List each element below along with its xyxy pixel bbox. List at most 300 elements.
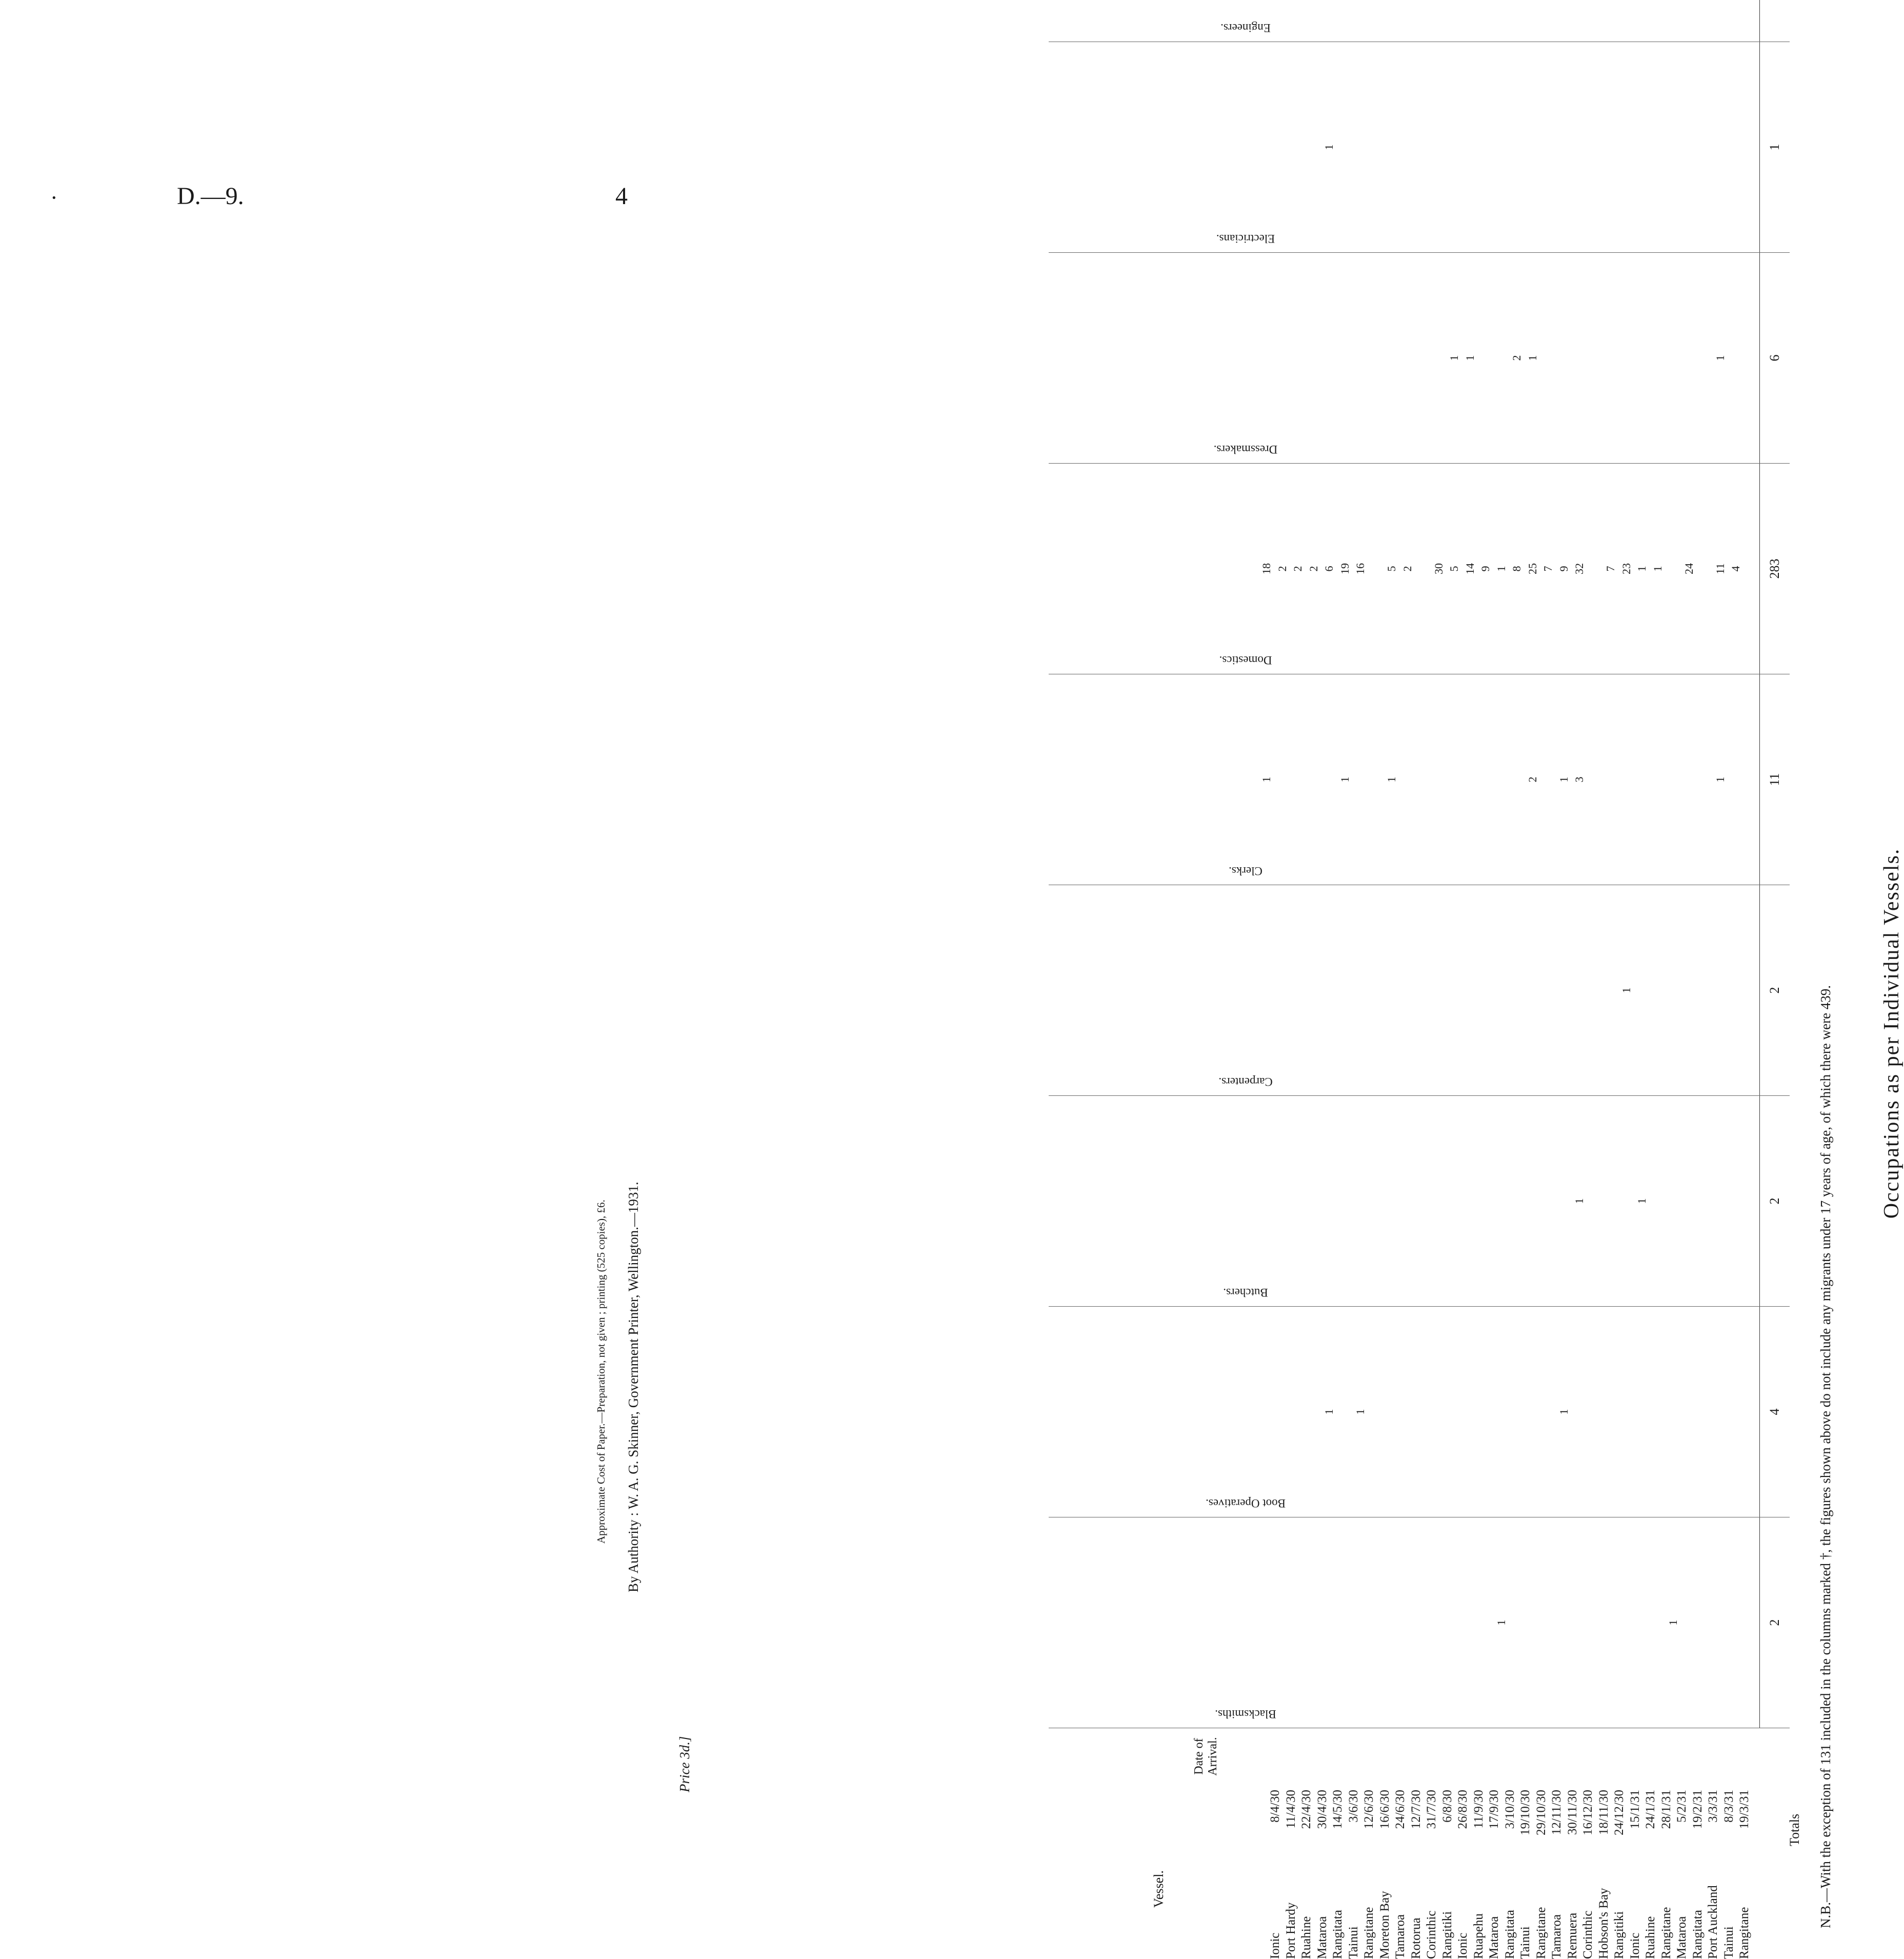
table-cell — [1462, 42, 1478, 253]
table-row — [1353, 0, 1369, 1728]
table-cell — [1728, 1307, 1744, 1517]
table-cell — [1588, 885, 1604, 1096]
table-cell: 1 — [1321, 1307, 1337, 1517]
table-cell — [1681, 885, 1697, 1096]
table-cell — [1400, 0, 1416, 42]
table-cell: 1 — [1634, 464, 1650, 674]
table-cell — [1588, 1517, 1604, 1728]
table-cell — [1572, 1517, 1588, 1728]
table-cell — [1619, 42, 1635, 253]
table-cell: 1 — [1619, 885, 1635, 1096]
table-cell — [1275, 1517, 1291, 1728]
arrival-date: 12/7/30 — [1409, 1790, 1423, 1829]
table-cell — [1369, 1307, 1385, 1517]
table-cell — [1306, 885, 1322, 1096]
table-cell — [1259, 1096, 1275, 1307]
vessel-column-header: Vessel. — [1151, 1870, 1166, 1908]
table-cell — [1337, 1517, 1353, 1728]
arrival-date: 19/10/30 — [1518, 1790, 1532, 1835]
table-cell: 1 — [1572, 1096, 1588, 1307]
table-cell: 1 — [1713, 674, 1729, 885]
column-header-label: Clerks. — [1229, 865, 1262, 877]
table-cell — [1634, 1517, 1650, 1728]
total-cell — [1760, 0, 1790, 42]
table-cell — [1290, 1307, 1306, 1517]
table-cell: 7 — [1540, 464, 1556, 674]
vessel-row — [1487, 1733, 1503, 1959]
vessel-row — [1691, 1733, 1707, 1959]
table-cell — [1259, 1307, 1275, 1517]
table-cell — [1290, 1096, 1306, 1307]
table-cell — [1400, 42, 1416, 253]
printer-authority: By Authority : W. A. G. Skinner, Government Printer, Wellington.—1931. — [626, 1182, 641, 1592]
table-cell — [1525, 1517, 1541, 1728]
vessel-name: Tainui — [1518, 1926, 1532, 1959]
table-cell — [1713, 1096, 1729, 1307]
table-cell — [1697, 1517, 1713, 1728]
column-header — [1049, 885, 1273, 1096]
table-cell — [1540, 674, 1556, 885]
table-cell — [1306, 42, 1322, 253]
arrival-date: 3/10/30 — [1502, 1790, 1517, 1829]
table-cell: 11 — [1713, 464, 1729, 674]
table-cell: 1 — [1494, 1517, 1510, 1728]
column-header — [1049, 253, 1278, 464]
table-cell — [1321, 1096, 1337, 1307]
vessel-row — [1675, 1733, 1691, 1959]
table-cell: 19 — [1337, 464, 1353, 674]
table-row — [1447, 0, 1462, 1728]
table-cell — [1337, 253, 1353, 464]
arrival-date: 19/3/31 — [1737, 1790, 1751, 1829]
table-cell — [1353, 885, 1369, 1096]
total-cell: 11 — [1760, 674, 1790, 885]
table-cell: 2 — [1306, 464, 1322, 674]
table-cell — [1744, 253, 1760, 464]
table-cell — [1588, 674, 1604, 885]
vessel-name: Remuera — [1565, 1912, 1579, 1959]
table-cell — [1353, 0, 1369, 42]
arrival-date: 8/4/30 — [1268, 1790, 1282, 1823]
table-cell — [1744, 1307, 1760, 1517]
table-cell — [1462, 674, 1478, 885]
arrival-date: 12/6/30 — [1362, 1790, 1376, 1829]
vessel-name: Mataroa — [1487, 1916, 1501, 1959]
table-cell — [1353, 1096, 1369, 1307]
vessel-name: Tainui — [1721, 1926, 1736, 1959]
table-row — [1384, 0, 1400, 1728]
table-cell — [1619, 0, 1635, 42]
vessel-row — [1581, 1733, 1597, 1959]
table-cell — [1697, 1307, 1713, 1517]
table-cell — [1353, 674, 1369, 885]
table-cell — [1634, 42, 1650, 253]
table-cell: 24 — [1681, 464, 1697, 674]
table-row — [1462, 0, 1478, 1728]
table-cell — [1462, 1517, 1478, 1728]
table-cell — [1337, 42, 1353, 253]
table-cell — [1603, 1517, 1619, 1728]
table-cell — [1369, 674, 1385, 885]
table-cell — [1447, 42, 1462, 253]
table-row — [1728, 0, 1744, 1728]
vessel-row — [1456, 1733, 1472, 1959]
table-cell — [1603, 1096, 1619, 1307]
table-row — [1572, 0, 1588, 1728]
table-row — [1400, 0, 1416, 1728]
arrival-date: 16/6/30 — [1377, 1790, 1392, 1829]
table-cell: 32 — [1572, 464, 1588, 674]
table-cell — [1697, 464, 1713, 674]
table-cell — [1369, 1096, 1385, 1307]
vessel-name: Ruahine — [1644, 1916, 1657, 1959]
vessel-name: Ionic — [1628, 1932, 1642, 1959]
table-cell: 1 — [1321, 42, 1337, 253]
table-row — [1431, 0, 1447, 1728]
column-header-label: Domestics. — [1219, 654, 1272, 667]
arrival-date: 6/8/30 — [1440, 1790, 1454, 1823]
table-cell — [1400, 674, 1416, 885]
vessel-row — [1706, 1733, 1722, 1959]
table-cell — [1337, 885, 1353, 1096]
table-cell — [1744, 1517, 1760, 1728]
vessel-row — [1268, 1733, 1284, 1959]
table-cell: 8 — [1509, 464, 1525, 674]
table-cell — [1728, 885, 1744, 1096]
table-cell — [1744, 464, 1760, 674]
table-cell — [1447, 1517, 1462, 1728]
table-cell — [1369, 0, 1385, 42]
table-cell — [1666, 253, 1681, 464]
table-cell — [1384, 1307, 1400, 1517]
vessel-row — [1737, 1733, 1753, 1959]
vessel-name: Corinthic — [1581, 1910, 1595, 1959]
table-cell: 1 — [1259, 674, 1275, 885]
table-cell: 16 — [1353, 464, 1369, 674]
table-cell — [1650, 1517, 1666, 1728]
table-cell — [1275, 885, 1291, 1096]
table-row — [1744, 0, 1760, 1728]
table-cell — [1713, 42, 1729, 253]
table-cell: 2 — [1275, 464, 1291, 674]
column-header — [1049, 1096, 1268, 1307]
total-cell: 6 — [1760, 253, 1790, 464]
table-cell — [1321, 1517, 1337, 1728]
table-cell — [1713, 885, 1729, 1096]
table-cell — [1275, 674, 1291, 885]
table-cell — [1572, 253, 1588, 464]
page-number: 4 — [615, 183, 628, 210]
table-cell — [1415, 253, 1431, 464]
table-cell — [1697, 674, 1713, 885]
table-cell — [1619, 674, 1635, 885]
table-cell — [1650, 42, 1666, 253]
table-cell — [1415, 1096, 1431, 1307]
table-cell — [1290, 42, 1306, 253]
arrival-date: 24/6/30 — [1393, 1790, 1407, 1829]
table-cell — [1415, 1517, 1431, 1728]
vessel-list — [1268, 1733, 1769, 1959]
table-cell: 1 — [1666, 1517, 1681, 1728]
table-cell — [1462, 885, 1478, 1096]
table-cell: 23 — [1619, 464, 1635, 674]
column-header-label: Dressmakers. — [1213, 443, 1278, 456]
table-cell — [1556, 1096, 1572, 1307]
table-cell — [1509, 1517, 1525, 1728]
table-cell — [1681, 674, 1697, 885]
table-cell — [1728, 1517, 1744, 1728]
table-cell — [1509, 1096, 1525, 1307]
table-cell: 1 — [1353, 1307, 1369, 1517]
vessel-row — [1331, 1733, 1347, 1959]
table-cell — [1588, 1096, 1604, 1307]
column-header — [1049, 1517, 1276, 1728]
total-cell: 2 — [1760, 1096, 1790, 1307]
table-cell: 1 — [1494, 464, 1510, 674]
table-cell — [1619, 1096, 1635, 1307]
arrival-date: 5/2/31 — [1675, 1790, 1689, 1823]
table-cell — [1588, 42, 1604, 253]
table-cell — [1400, 1517, 1416, 1728]
table-cell — [1681, 1517, 1697, 1728]
table-cell — [1478, 885, 1494, 1096]
vessel-name: Mataroa — [1315, 1916, 1329, 1959]
table-cell — [1306, 1517, 1322, 1728]
arrival-date: 3/3/31 — [1706, 1790, 1720, 1823]
table-cell — [1681, 253, 1697, 464]
table-cell — [1650, 1096, 1666, 1307]
table-cell — [1603, 253, 1619, 464]
totals-label: Totals — [1787, 1813, 1802, 1846]
table-row — [1603, 0, 1619, 1728]
table-cell — [1588, 464, 1604, 674]
table-cell — [1509, 674, 1525, 885]
vessel-name: Ruapehu — [1471, 1913, 1486, 1959]
table-row — [1666, 0, 1681, 1728]
table-cell: 1 — [1337, 674, 1353, 885]
vessel-name: Tamaroa — [1550, 1914, 1564, 1959]
vessel-row — [1409, 1733, 1425, 1959]
table-cell — [1525, 42, 1541, 253]
table-cell — [1431, 42, 1447, 253]
arrival-date: 29/10/30 — [1534, 1790, 1548, 1835]
vessel-name: Port Hardy — [1284, 1902, 1298, 1959]
table-cell — [1556, 1517, 1572, 1728]
table-cell — [1494, 0, 1510, 42]
arrival-date: 18/11/30 — [1596, 1790, 1611, 1835]
table-cell — [1384, 1096, 1400, 1307]
table-cell — [1306, 253, 1322, 464]
vessel-row — [1753, 1733, 1769, 1959]
vessel-name: Moreton Bay — [1377, 1891, 1392, 1959]
table-cell — [1588, 0, 1604, 42]
table-cell — [1400, 885, 1416, 1096]
table-cell: 1 — [1447, 253, 1462, 464]
table-row — [1525, 0, 1541, 1728]
table-cell — [1744, 1096, 1760, 1307]
total-cell: 1 — [1760, 42, 1790, 253]
vessel-name: Ionic — [1268, 1932, 1282, 1959]
table-cell — [1744, 42, 1760, 253]
total-cell: 2 — [1760, 1517, 1790, 1728]
rotated-table-page — [1049, 22, 1903, 1959]
table-cell — [1462, 1096, 1478, 1307]
table-cell — [1540, 885, 1556, 1096]
vessel-name: Ionic — [1456, 1932, 1470, 1959]
column-header-label: Electricians. — [1216, 232, 1275, 245]
vessel-row — [1393, 1733, 1409, 1959]
table-cell — [1431, 1517, 1447, 1728]
occupations-table — [1049, 0, 1790, 1728]
vessel-row — [1518, 1733, 1534, 1959]
table-cell — [1666, 42, 1681, 253]
arrival-date: 24/12/30 — [1612, 1790, 1626, 1835]
table-cell — [1478, 253, 1494, 464]
vessel-row — [1315, 1733, 1331, 1959]
vessel-name: Mataroa — [1675, 1916, 1689, 1959]
table-cell — [1744, 0, 1760, 42]
table-cell — [1290, 885, 1306, 1096]
table-cell — [1462, 0, 1478, 42]
table-cell — [1306, 1096, 1322, 1307]
table-cell — [1369, 253, 1385, 464]
table-cell — [1431, 885, 1447, 1096]
arrival-date: 24/1/31 — [1644, 1790, 1657, 1829]
table-cell — [1384, 42, 1400, 253]
table-cell — [1603, 674, 1619, 885]
table-cell — [1259, 1517, 1275, 1728]
arrival-date: 8/3/31 — [1721, 1790, 1736, 1823]
column-header-label: Boot Operatives. — [1206, 1497, 1286, 1510]
table-cell — [1384, 0, 1400, 42]
table-cell — [1321, 885, 1337, 1096]
arrival-date: 19/2/31 — [1690, 1790, 1705, 1829]
table-cell — [1369, 885, 1385, 1096]
vessel-row — [1612, 1733, 1628, 1959]
table-row — [1494, 0, 1510, 1728]
vessel-row — [1362, 1733, 1378, 1959]
table-cell: 2 — [1525, 674, 1541, 885]
arrival-date: 28/1/31 — [1659, 1790, 1673, 1829]
table-cell — [1744, 885, 1760, 1096]
table-cell — [1697, 885, 1713, 1096]
vessel-row — [1440, 1733, 1456, 1959]
table-row — [1509, 0, 1525, 1728]
vessel-row — [1722, 1733, 1738, 1959]
table-cell — [1478, 1096, 1494, 1307]
table-cell — [1697, 1096, 1713, 1307]
table-cell — [1321, 253, 1337, 464]
table-row — [1650, 0, 1666, 1728]
table-cell: 18 — [1259, 464, 1275, 674]
table-cell — [1275, 253, 1291, 464]
table-cell — [1494, 674, 1510, 885]
table-cell: 1 — [1556, 674, 1572, 885]
table-cell — [1650, 0, 1666, 42]
vessel-name: Rangitiki — [1440, 1911, 1454, 1959]
table-cell — [1478, 674, 1494, 885]
vessel-row — [1425, 1733, 1440, 1959]
table-cell — [1369, 464, 1385, 674]
arrival-date: 15/1/31 — [1628, 1790, 1642, 1829]
table-cell: 1 — [1556, 1307, 1572, 1517]
vessel-row — [1597, 1733, 1613, 1959]
footnote: N.B.—With the exception of 131 included in the columns marked †, the figures shown above do not include any migrants under 17 years of age, of which there were 439. — [1818, 985, 1833, 1928]
table-cell — [1681, 42, 1697, 253]
arrival-date: 30/11/30 — [1565, 1790, 1579, 1835]
table-cell — [1713, 1307, 1729, 1517]
arrival-date: 11/4/30 — [1284, 1790, 1298, 1829]
table-cell — [1681, 1096, 1697, 1307]
vessel-name: Ruahine — [1299, 1916, 1313, 1959]
vessel-name: Rangitane — [1737, 1907, 1751, 1959]
table-cell — [1431, 253, 1447, 464]
table-cell — [1400, 1096, 1416, 1307]
table-cell — [1290, 253, 1306, 464]
table-cell: 25 — [1525, 464, 1541, 674]
table-cell — [1384, 885, 1400, 1096]
table-cell — [1603, 42, 1619, 253]
table-row — [1556, 0, 1572, 1728]
table-cell — [1290, 674, 1306, 885]
table-cell: 14 — [1462, 464, 1478, 674]
table-cell — [1525, 1096, 1541, 1307]
table-cell — [1478, 0, 1494, 42]
table-cell — [1603, 0, 1619, 42]
table-cell — [1494, 42, 1510, 253]
table-cell — [1259, 885, 1275, 1096]
table-cell — [1525, 1307, 1541, 1517]
table-cell — [1666, 1307, 1681, 1517]
table-cell: 1 — [1525, 253, 1541, 464]
table-cell — [1540, 1517, 1556, 1728]
table-cell — [1306, 674, 1322, 885]
arrival-date: 14/5/30 — [1331, 1790, 1345, 1829]
table-cell — [1447, 1307, 1462, 1517]
table-cell — [1540, 253, 1556, 464]
table-cell — [1478, 42, 1494, 253]
table-cell — [1650, 885, 1666, 1096]
table-cell — [1275, 1307, 1291, 1517]
table-row — [1415, 0, 1431, 1728]
table-cell — [1447, 0, 1462, 42]
table-cell — [1540, 1307, 1556, 1517]
vessel-row — [1299, 1733, 1315, 1959]
vessel-row — [1284, 1733, 1300, 1959]
vessel-name: Tamaroa — [1393, 1914, 1407, 1959]
table-cell — [1540, 0, 1556, 42]
table-cell: 5 — [1447, 464, 1462, 674]
table-cell — [1556, 885, 1572, 1096]
table-cell — [1415, 674, 1431, 885]
table-cell — [1744, 674, 1760, 885]
table-cell — [1697, 253, 1713, 464]
header-row — [1049, 0, 1259, 1728]
arrival-date: 17/9/30 — [1487, 1790, 1501, 1829]
table-row — [1478, 0, 1494, 1728]
table-cell — [1462, 1307, 1478, 1517]
table-row — [1369, 0, 1385, 1728]
table-cell: 3 — [1572, 674, 1588, 885]
vessel-row — [1503, 1733, 1519, 1959]
table-cell — [1353, 253, 1369, 464]
table-cell — [1556, 253, 1572, 464]
arrival-date: 31/7/30 — [1425, 1790, 1438, 1829]
table-cell — [1384, 1517, 1400, 1728]
vessel-name: Tainui — [1346, 1926, 1360, 1959]
column-header — [1049, 0, 1271, 42]
column-header-label: Butchers. — [1223, 1286, 1268, 1299]
